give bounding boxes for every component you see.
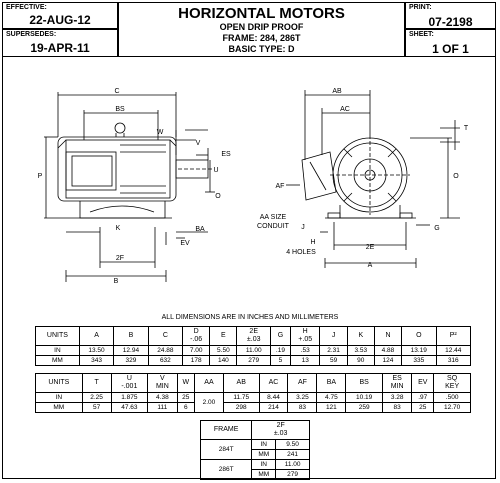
table-cell: 1.875 — [111, 393, 148, 403]
column-header: BA — [317, 374, 346, 393]
dim-label-ac: AC — [340, 106, 350, 113]
column-header: 2F ±.03 — [252, 421, 310, 440]
table-cell: 335 — [402, 356, 436, 366]
dim-label-ba: BA — [195, 226, 205, 233]
column-header: FRAME — [201, 421, 252, 440]
column-header: B — [114, 327, 148, 346]
dim-label-es: ES — [221, 151, 231, 158]
column-header: AA — [194, 374, 223, 393]
dimensions-table-1 — [35, 326, 471, 366]
column-header: UNITS — [36, 374, 83, 393]
table-cell: MM — [252, 470, 276, 480]
table-cell: 279 — [237, 356, 270, 366]
effective-value: 22-AUG-12 — [29, 13, 91, 27]
table-cell: 124 — [374, 356, 401, 366]
column-header: A — [79, 327, 113, 346]
table-row — [201, 440, 310, 450]
column-header: V MIN — [148, 374, 177, 393]
table-cell: 178 — [183, 356, 210, 366]
table-cell: 13 — [290, 356, 320, 366]
table-cell: MM — [36, 356, 80, 366]
table-cell: 279 — [276, 470, 310, 480]
table-row — [36, 403, 471, 413]
sheet-label: SHEET: — [409, 31, 434, 38]
table-cell: 10.19 — [346, 393, 383, 403]
table-cell: .500 — [434, 393, 471, 403]
table-cell: 83 — [382, 403, 411, 413]
table-cell: 7.00 — [183, 346, 210, 356]
table-row — [36, 393, 471, 403]
table-cell: 24.88 — [148, 346, 182, 356]
dim-label-c: C — [114, 88, 120, 95]
table-cell: 11.00 — [237, 346, 270, 356]
table-cell: 5 — [270, 356, 290, 366]
dim-label-b: B — [113, 278, 119, 285]
table-cell: .53 — [290, 346, 320, 356]
table-header-row — [36, 374, 471, 393]
table-cell: 329 — [114, 356, 148, 366]
column-header: UNITS — [36, 327, 80, 346]
table-cell: 3.53 — [347, 346, 374, 356]
column-header: K — [347, 327, 374, 346]
dim-label-4-holes: 4 HOLES — [286, 249, 316, 256]
table-cell: 3.25 — [288, 393, 317, 403]
table-cell: 286T — [201, 460, 252, 480]
table-cell: .97 — [412, 393, 434, 403]
dim-label-j: J — [301, 224, 305, 231]
table-cell: IN — [36, 393, 83, 403]
table-cell: 632 — [148, 356, 182, 366]
table-cell: 2.25 — [82, 393, 111, 403]
table-cell: 6 — [177, 403, 194, 413]
table-cell: 4.88 — [374, 346, 401, 356]
column-header: AB — [223, 374, 259, 393]
table-cell: 259 — [346, 403, 383, 413]
table-cell: IN — [252, 440, 276, 450]
dim-label-ev: EV — [180, 240, 190, 247]
column-header: U -.001 — [111, 374, 148, 393]
column-header: C — [148, 327, 182, 346]
print-value: 07-2198 — [428, 15, 473, 29]
table-cell: 13.50 — [79, 346, 113, 356]
column-header: T — [82, 374, 111, 393]
column-header: H +.05 — [290, 327, 320, 346]
table-cell: 3.28 — [382, 393, 411, 403]
table-cell: 5.50 — [210, 346, 237, 356]
dim-label-conduit: CONDUIT — [257, 223, 289, 230]
table-cell: 11.75 — [223, 393, 259, 403]
column-header: G — [270, 327, 290, 346]
table-cell: 25 — [177, 393, 194, 403]
table-cell: 111 — [148, 403, 177, 413]
dimensions-note: ALL DIMENSIONS ARE IN INCHES AND MILLIMETERS — [161, 314, 339, 321]
dim-label-w: W — [156, 129, 164, 136]
table-cell: 11.00 — [276, 460, 310, 470]
column-header: O — [402, 327, 436, 346]
subtitle-basic-type: BASIC TYPE: D — [228, 44, 295, 54]
table-row — [36, 356, 471, 366]
supersedes-value: 19-APR-11 — [30, 41, 90, 55]
table-cell: 284T — [201, 440, 252, 460]
table-cell: 4.75 — [317, 393, 346, 403]
table-cell: 12.44 — [436, 346, 471, 356]
table-cell: 2.31 — [320, 346, 347, 356]
print-label: PRINT: — [409, 4, 432, 11]
table-cell: .19 — [270, 346, 290, 356]
table-cell: 121 — [317, 403, 346, 413]
table-cell: 8.44 — [259, 393, 288, 403]
table-cell: 214 — [259, 403, 288, 413]
dim-label-h: H — [310, 239, 316, 246]
column-header: ES MIN — [382, 374, 411, 393]
table-cell: 57 — [82, 403, 111, 413]
table-header-row — [36, 327, 471, 346]
subtitle-frame: FRAME: 284, 286T — [222, 33, 301, 43]
dim-label-bs: BS — [115, 106, 125, 113]
dim-label-2e: 2E — [365, 244, 375, 251]
dim-label-o-side: O — [215, 193, 221, 200]
column-header: N — [374, 327, 401, 346]
dim-label-g: G — [434, 225, 440, 232]
subtitle-enclosure: OPEN DRIP PROOF — [219, 22, 304, 32]
dim-label-k: K — [115, 225, 121, 232]
table-cell: 298 — [223, 403, 259, 413]
table-cell: IN — [252, 460, 276, 470]
dim-label-v: V — [195, 140, 201, 147]
column-header: D -.06 — [183, 327, 210, 346]
table-cell: 4.38 — [148, 393, 177, 403]
column-header: E — [210, 327, 237, 346]
column-header: P² — [436, 327, 471, 346]
dim-label-a: A — [367, 262, 373, 269]
sheet-value: 1 OF 1 — [432, 42, 469, 56]
table-cell: 47.63 — [111, 403, 148, 413]
table-cell: 2.00 — [194, 393, 223, 413]
table-header-row — [201, 421, 310, 440]
column-header: 2E ±.03 — [237, 327, 270, 346]
table-cell: 9.50 — [276, 440, 310, 450]
dim-label-p: P — [37, 173, 43, 180]
column-header: BS — [346, 374, 383, 393]
table-cell: 90 — [347, 356, 374, 366]
frame-2f-table — [200, 420, 310, 480]
table-cell: IN — [36, 346, 80, 356]
dim-label-o-end: O — [453, 173, 459, 180]
table-cell: 13.19 — [402, 346, 436, 356]
dim-label-t: T — [463, 125, 469, 132]
table-row — [201, 460, 310, 470]
table-cell: 140 — [210, 356, 237, 366]
column-header: J — [320, 327, 347, 346]
table-cell: 241 — [276, 450, 310, 460]
table-cell: MM — [36, 403, 83, 413]
dim-label-u: U — [213, 167, 219, 174]
table-cell: 12.70 — [434, 403, 471, 413]
table-cell: MM — [252, 450, 276, 460]
column-header: EV — [412, 374, 434, 393]
supersedes-label: SUPERSEDES: — [6, 31, 57, 38]
table-cell: 316 — [436, 356, 471, 366]
dim-label-2f: 2F — [115, 255, 125, 262]
table-cell: 343 — [79, 356, 113, 366]
table-cell: 83 — [288, 403, 317, 413]
page-title: HORIZONTAL MOTORS — [178, 5, 345, 22]
dim-label-aa-size: AA SIZE — [259, 214, 287, 221]
column-header: W — [177, 374, 194, 393]
table-cell: 12.94 — [114, 346, 148, 356]
column-header: SQ KEY — [434, 374, 471, 393]
table-cell: 25 — [412, 403, 434, 413]
table-cell: 59 — [320, 356, 347, 366]
table-row — [36, 346, 471, 356]
column-header: AF — [288, 374, 317, 393]
dim-label-af: AF — [275, 183, 285, 190]
effective-label: EFFECTIVE: — [6, 4, 47, 11]
dimensions-table-2 — [35, 373, 471, 413]
dim-label-ab: AB — [332, 88, 342, 95]
column-header: AC — [259, 374, 288, 393]
